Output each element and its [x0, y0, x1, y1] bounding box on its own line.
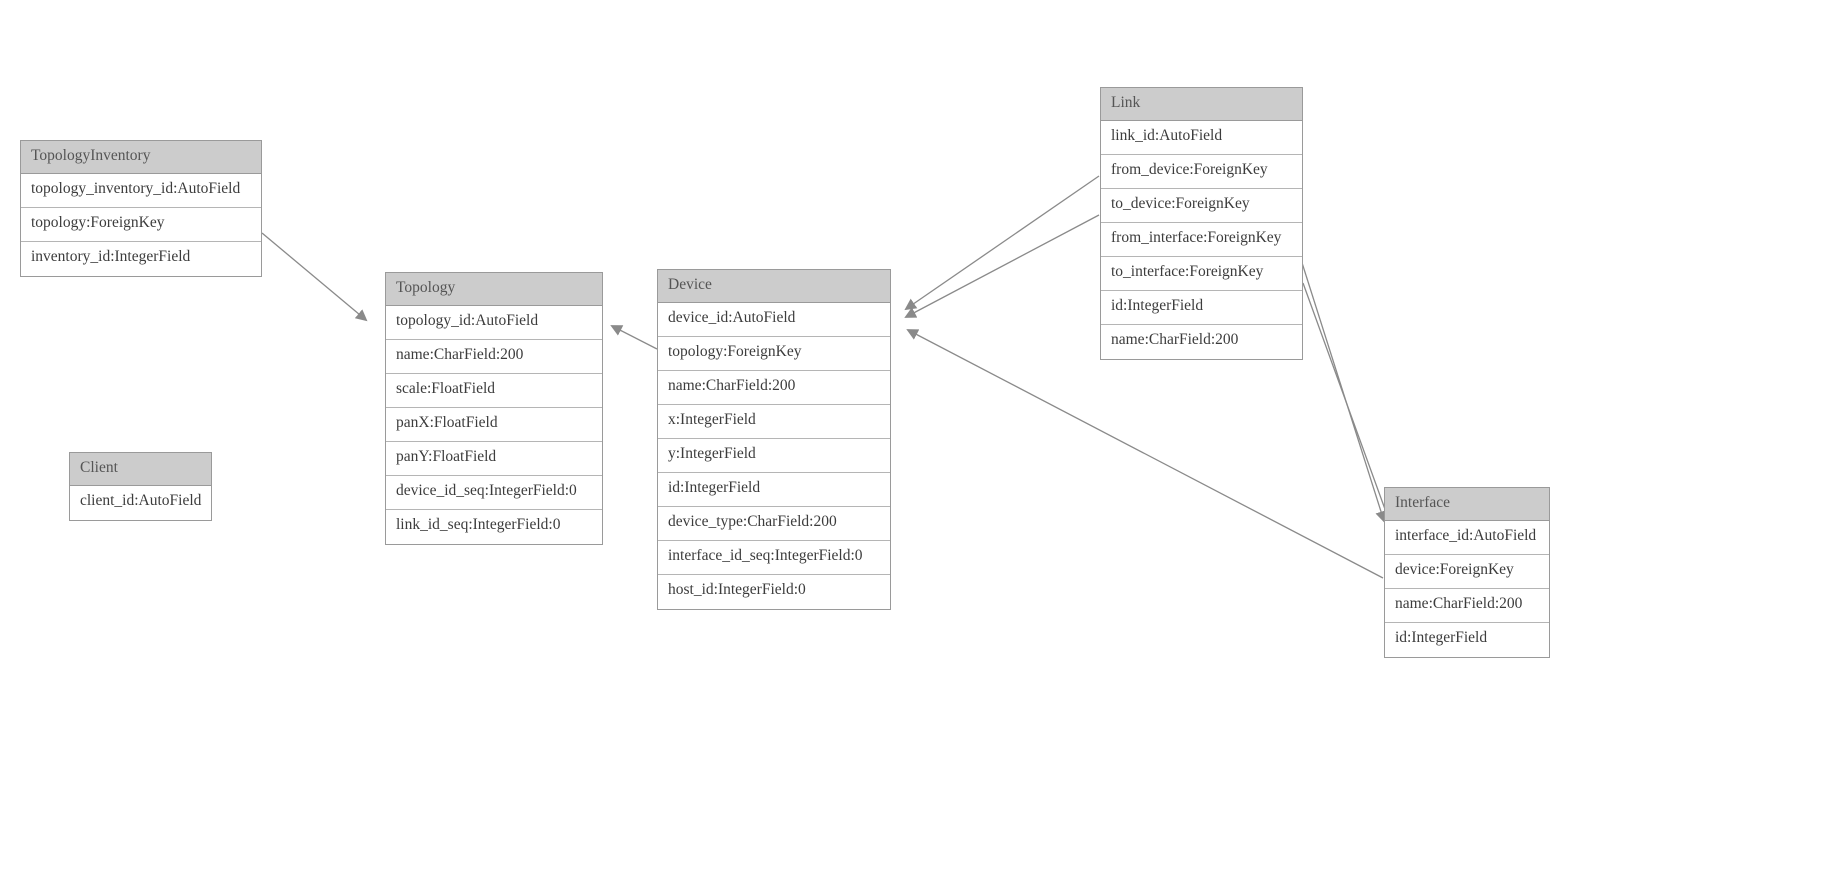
entity-title: Link: [1101, 88, 1302, 121]
entity-field: interface_id:AutoField: [1385, 521, 1549, 555]
entity-device[interactable]: [657, 269, 891, 610]
edge-topologyinventory-topology: [262, 233, 366, 320]
edge-link-to-interface: [1303, 283, 1390, 523]
entity-client[interactable]: [69, 452, 212, 521]
entity-field: scale:FloatField: [386, 374, 602, 408]
entity-field: inventory_id:IntegerField: [21, 242, 261, 276]
entity-field: topology:ForeignKey: [21, 208, 261, 242]
entity-topology[interactable]: [385, 272, 603, 545]
entity-title: Device: [658, 270, 890, 303]
entity-interface[interactable]: [1384, 487, 1550, 658]
entity-link[interactable]: [1100, 87, 1303, 360]
entity-field: device_id_seq:IntegerField:0: [386, 476, 602, 510]
entity-field: client_id:AutoField: [70, 486, 211, 520]
entity-field: device_id:AutoField: [658, 303, 890, 337]
entity-field: from_interface:ForeignKey: [1101, 223, 1302, 257]
edge-link-from-device: [906, 176, 1099, 309]
entity-field: to_device:ForeignKey: [1101, 189, 1302, 223]
entity-field: from_device:ForeignKey: [1101, 155, 1302, 189]
entity-title: Client: [70, 453, 211, 486]
entity-field: host_id:IntegerField:0: [658, 575, 890, 609]
entity-topologyinventory[interactable]: [20, 140, 262, 277]
entity-field: id:IntegerField: [1101, 291, 1302, 325]
entity-field: link_id_seq:IntegerField:0: [386, 510, 602, 544]
entity-field: device_type:CharField:200: [658, 507, 890, 541]
entity-title: TopologyInventory: [21, 141, 261, 174]
edge-device-topology: [612, 326, 657, 349]
entity-field: name:CharField:200: [1385, 589, 1549, 623]
entity-field: name:CharField:200: [658, 371, 890, 405]
entity-field: name:CharField:200: [386, 340, 602, 374]
edge-link-from-interface: [1297, 247, 1384, 521]
entity-field: y:IntegerField: [658, 439, 890, 473]
entity-field: x:IntegerField: [658, 405, 890, 439]
entity-field: link_id:AutoField: [1101, 121, 1302, 155]
entity-field: panX:FloatField: [386, 408, 602, 442]
entity-field: id:IntegerField: [1385, 623, 1549, 657]
entity-field: topology_inventory_id:AutoField: [21, 174, 261, 208]
entity-field: panY:FloatField: [386, 442, 602, 476]
entity-field: id:IntegerField: [658, 473, 890, 507]
edge-interface-device: [908, 330, 1383, 578]
entity-field: topology_id:AutoField: [386, 306, 602, 340]
edge-link-to-device: [906, 215, 1099, 317]
entity-title: Interface: [1385, 488, 1549, 521]
entity-field: to_interface:ForeignKey: [1101, 257, 1302, 291]
entity-field: topology:ForeignKey: [658, 337, 890, 371]
entity-field: name:CharField:200: [1101, 325, 1302, 359]
entity-field: device:ForeignKey: [1385, 555, 1549, 589]
entity-title: Topology: [386, 273, 602, 306]
entity-field: interface_id_seq:IntegerField:0: [658, 541, 890, 575]
